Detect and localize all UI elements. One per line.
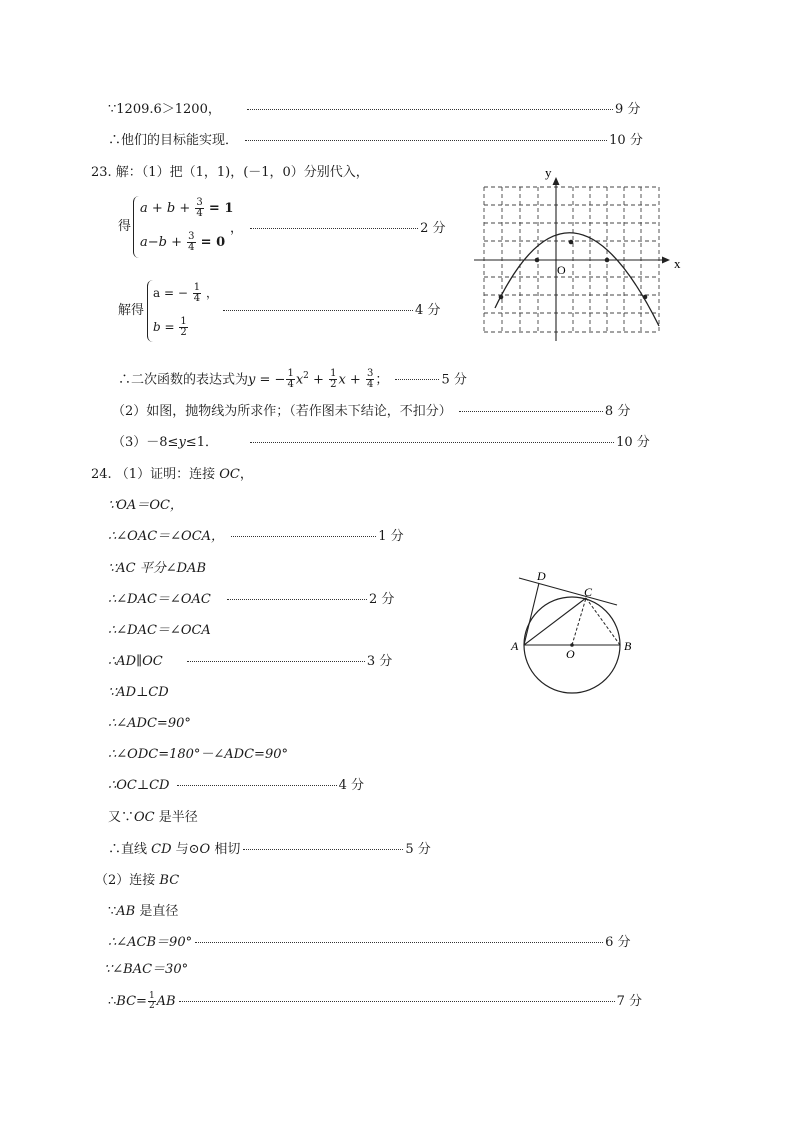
x-axis-label: x [674, 256, 681, 271]
proof-line-2 [108, 528, 404, 546]
proof-text: ∵∠BAC＝30° [104, 962, 189, 977]
proof-text: 又∵ [108, 810, 135, 825]
brace-system-1 [133, 196, 139, 258]
proof-line-14 [108, 934, 631, 952]
fraction [329, 369, 337, 390]
proof-text: ∵ [108, 904, 117, 919]
q23-part2 [112, 403, 630, 421]
point [535, 258, 540, 263]
leader-dots [195, 942, 603, 943]
label-c: C [584, 585, 593, 599]
q24-heading-text: 24. （1）证明：连接 [91, 467, 220, 482]
denominator: 2 [180, 327, 187, 338]
leader-dots [243, 849, 403, 850]
numerator: 1 [148, 991, 155, 1001]
fraction [148, 992, 156, 1011]
proof-text: ∴∠ODC=180°－∠ADC=90° [108, 747, 288, 762]
score: 2 分 [420, 221, 446, 236]
sol-b-left: b = [153, 320, 175, 334]
label-d: D [537, 569, 546, 583]
leader-dots [247, 109, 613, 110]
denominator: 2 [330, 379, 337, 391]
denominator: 4 [366, 379, 374, 391]
proof-text: （2）连接 [95, 873, 160, 888]
leader-dots [395, 379, 439, 380]
x-axis-arrow [662, 257, 670, 264]
proof-line-1 [108, 497, 183, 515]
proof-text: ∴OC⊥CD [108, 778, 170, 793]
l2-text: ∴他们的目标能实现． [108, 133, 239, 148]
score: 2 分 [368, 592, 395, 607]
proof-line-15 [104, 961, 188, 979]
q24-heading [91, 466, 253, 484]
expr-x2: x [295, 372, 304, 388]
score: 6 分 [605, 935, 631, 950]
proof-line-16 [108, 990, 642, 1014]
score: 5 分 [405, 842, 431, 857]
point [643, 295, 648, 300]
score: 4 分 [338, 778, 365, 793]
leader-dots [227, 599, 367, 600]
proof-var: OC [134, 810, 155, 825]
proof-text: ∴直线 [108, 842, 152, 857]
proof-text: 与⊙ [171, 842, 200, 857]
score: 9 分 [614, 102, 641, 117]
q23-heading-text: 23. 解：（1）把（1，1)，(－1，0）分别代入， [91, 165, 369, 180]
leader-dots [231, 536, 376, 537]
expr-prefix: ∴二次函数的表达式为 [118, 372, 249, 388]
line-1209 [108, 101, 640, 119]
proof-text: ∴∠ACB＝90° [108, 935, 193, 950]
tangent-line [519, 578, 617, 605]
point [569, 240, 574, 245]
fraction [193, 283, 201, 304]
score: 1 分 [378, 529, 404, 544]
numerator: 3 [366, 368, 374, 380]
q23-part3 [112, 434, 650, 452]
denominator: 4 [188, 242, 195, 253]
plus: + [308, 372, 329, 388]
proof-text: ∵OA＝OC， [108, 498, 183, 513]
parabola-graph [468, 165, 688, 345]
leader-dots [179, 1001, 615, 1002]
proof-line-9 [108, 746, 288, 764]
proof-line-12 [108, 841, 431, 859]
part3-text: （3）－8≤ [112, 435, 179, 450]
numerator: 1 [180, 316, 187, 327]
score: 10 分 [616, 435, 650, 450]
denominator: 4 [196, 208, 203, 219]
part3-y: y [178, 435, 186, 450]
proof-line-10 [108, 777, 364, 795]
proof-text: ∵AC 平分∠DAB [108, 561, 206, 576]
numerator: 1 [193, 282, 201, 293]
score: 10 分 [609, 133, 643, 148]
proof-line-7 [108, 684, 169, 702]
segment-oc [572, 598, 586, 645]
proof-var: AB [156, 994, 176, 1009]
denominator: 4 [287, 379, 294, 391]
proof-line-6 [108, 653, 392, 671]
fraction [187, 232, 195, 253]
score: 7 分 [616, 994, 643, 1009]
proof-text: ∴ [108, 994, 117, 1009]
y-axis-arrow [553, 177, 560, 185]
eq1-left: a + b + [140, 201, 191, 216]
solution-b [153, 317, 189, 338]
proof-text: ∵AD⊥CD [108, 685, 169, 700]
q23-system1-score-line [230, 220, 446, 238]
point [605, 258, 610, 263]
part2-heading [95, 872, 179, 890]
proof-var: BC [116, 994, 137, 1009]
label-a: A [511, 639, 519, 653]
proof-text: ∴AD∥OC [108, 654, 163, 669]
proof-text: ∴∠OAC＝∠OCA， [108, 529, 225, 544]
fraction [179, 317, 187, 338]
origin-label: O [557, 263, 566, 277]
segment-bc [586, 598, 620, 645]
label-o: O [566, 647, 575, 661]
proof-line-13 [108, 903, 178, 921]
fraction [366, 369, 374, 390]
leader-dots [223, 310, 413, 311]
proof-var: CD [151, 842, 172, 857]
proof-var: O [199, 842, 211, 857]
line-goal [108, 132, 643, 150]
numerator: 3 [196, 197, 203, 208]
equation-1 [140, 198, 233, 219]
leader-dots [459, 411, 603, 412]
numerator: 1 [330, 368, 337, 380]
score: 3 分 [366, 654, 393, 669]
solution-a [153, 283, 218, 304]
circle-figure [505, 568, 665, 708]
score: 8 分 [604, 404, 631, 419]
score: 5 分 [441, 372, 467, 388]
proof-line-8 [108, 715, 191, 733]
denominator: 2 [148, 1001, 155, 1011]
q23-heading [91, 164, 369, 182]
fraction [286, 369, 294, 390]
numerator: 3 [188, 231, 195, 242]
proof-text: ∴∠DAC＝∠OAC [108, 592, 211, 607]
q23-expression-line [118, 362, 467, 394]
proof-text: ∴∠ADC=90° [108, 716, 191, 731]
equation-2 [140, 232, 225, 253]
expr-y: y [248, 372, 256, 388]
plus: + [345, 372, 365, 388]
leader-dots [245, 140, 607, 141]
eq2-left: a−b + [140, 235, 182, 250]
proof-text: 是半径 [154, 810, 198, 825]
comma: ， [239, 467, 253, 482]
proof-text: = [136, 994, 147, 1009]
point [499, 295, 504, 300]
part3-end: ≤1． [185, 435, 218, 450]
proof-line-11 [108, 809, 198, 827]
q23-de-label [118, 218, 131, 236]
exponent: 2 [303, 371, 309, 381]
fraction [195, 198, 203, 219]
proof-var: BC [159, 873, 180, 888]
denominator: 4 [193, 293, 201, 304]
proof-line-3 [108, 560, 206, 578]
eq1-right: = 1 [208, 201, 234, 216]
numerator: 1 [287, 368, 294, 380]
y-axis-label: y [545, 165, 552, 180]
q24-heading-oc: OC [219, 467, 240, 482]
proof-text: 是直径 [135, 904, 179, 919]
proof-line-4 [108, 591, 394, 609]
sol-a-left: a = − [153, 286, 188, 300]
q23-system2-score-line [220, 302, 440, 320]
eq2-right: = 0 [200, 235, 226, 250]
leader-dots [187, 661, 365, 662]
score: 4 分 [415, 303, 441, 318]
jiede-text: 解得 [118, 303, 145, 318]
leader-dots [250, 442, 614, 443]
label-b: B [624, 639, 632, 653]
part2-text: （2）如图，抛物线为所求作；（若作图未下结论，不扣分） [112, 404, 452, 419]
q23-jiede-label [118, 302, 144, 320]
proof-line-5 [108, 622, 211, 640]
l1-text: ∵1209.6＞1200， [108, 102, 221, 117]
expr-x: x [338, 372, 346, 388]
proof-var: AB [116, 904, 136, 919]
leader-dots [250, 228, 418, 229]
leader-dots [177, 785, 337, 786]
comma: ， [230, 221, 244, 236]
proof-text: ∴∠DAC＝∠OCA [108, 623, 211, 638]
comma: ， [205, 286, 218, 300]
de-text: 得 [118, 219, 132, 234]
proof-text: 相切 [210, 842, 241, 857]
semicolon: ； [375, 372, 389, 388]
expr-eq: = − [255, 372, 286, 388]
